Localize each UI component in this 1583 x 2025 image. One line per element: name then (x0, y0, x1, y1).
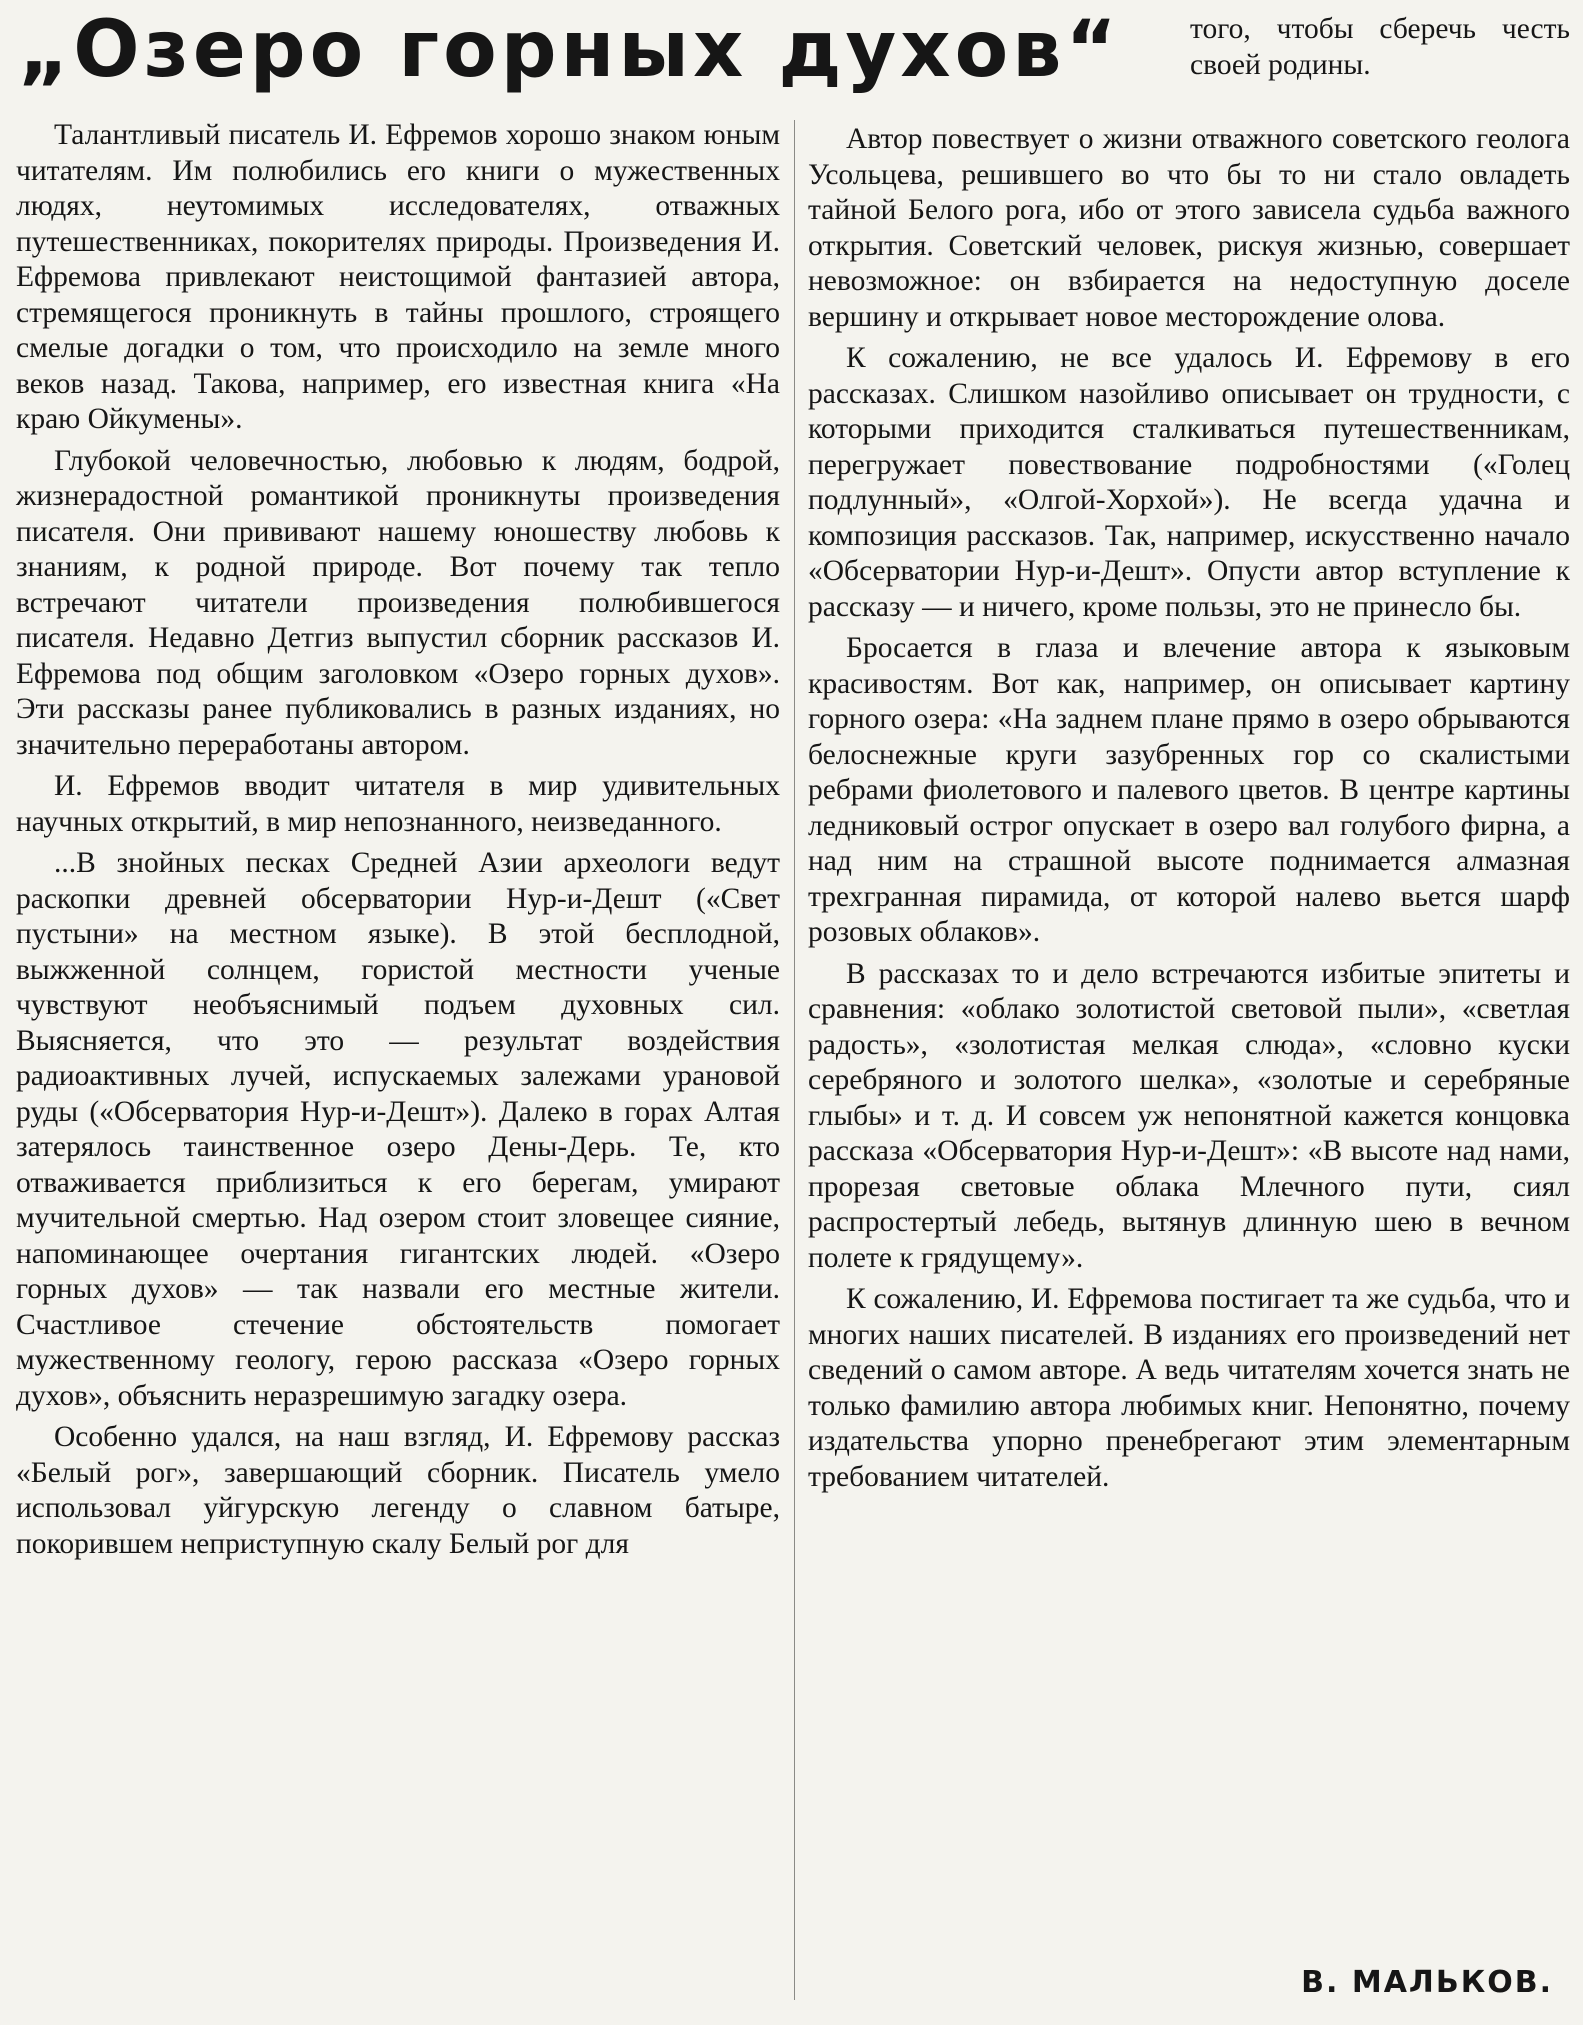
paragraph: Глубокой человечностью, любовью к людям, бодрой, жизнерадостной романтикой проникнуты произведения писателя. Они прививают нашему юношеству любовь к знаниям, к родной природе. Вот почему так тепло встречают читатели произведения полюбившегося писателя. Недавно Детгиз выпустил сборник рассказов И. Ефремова под общим заголовком «Озеро горных духов». Эти рассказы ранее публиковались в разных изданиях, но значительно переработаны автором. (16, 444, 780, 761)
column-1 (16, 118, 780, 1562)
paragraph: Талантливый писатель И. Ефремов хорошо знаком юным читателям. Им полюбились его книги о мужественных людях, неутомимых исследователях, отважных путешественниках, покорителях природы. Произведения И. Ефремова привлекают неистощимой фантазией автора, стремящегося проникнуть в тайны прошлого, строящего смелые догадки о том, что происходило на земле много веков назад. Такова, например, его известная книга «На краю Ойкумены». (16, 119, 780, 435)
column-2-top (1190, 12, 1570, 83)
column-divider (794, 120, 795, 2000)
paragraph: того, чтобы сберечь честь своей родины. (1190, 13, 1570, 81)
paragraph: И. Ефремов вводит читателя в мир удивительных научных открытий, в мир непознанного, неизведанного. (16, 770, 780, 838)
paragraph: К сожалению, И. Ефремова постигает та же судьба, что и многих наших писателей. В изданиях его произведений нет сведений о самом авторе. А ведь читателям хочется знать не только фамилию автора любимых книг. Непонятно, почему издательства упорно пренебрегают этим элементарным требованием читателей. (808, 1283, 1570, 1493)
paragraph: В рассказах то и дело встречаются избитые эпитеты и сравнения: «облако золотистой световой пыли», «светлая радость», «золотистая мелкая слюда», «словно куски серебряного и золотого шелка», «золотые и серебряные глыбы» и т. д. И совсем уж непонятной кажется концовка рассказа «Обсерватория Нур-и-Дешт»: «В высоте над нами, прорезая световые облака Млечного пути, сиял распростертый лебедь, вытянув длинную шею в вечном полете к грядущему». (808, 957, 1570, 1274)
paragraph: ...В знойных песках Средней Азии археологи ведут раскопки древней обсерватории Нур-и-Дешт («Свет пустыни» на местном языке). В этой бесплодной, выжженной солнцем, гористой местности ученые чувствуют необъяснимый подъем духовных сил. Выясняется, что это — результат воздействия радиоактивных лучей, испускаемых залежами урановой руды («Обсерватория Нур-и-Дешт»). Далеко в горах Алтая затерялось таинственное озеро Дены-Дерь. Те, кто отваживается приблизиться к его берегам, умирают мучительной смертью. Над озером стоит зловещее сияние, напоминающее очертания гигантских людей. «Озеро горных духов» — так назвали его местные жители. Счастливое стечение обстоятельств помогает мужественному геологу, герою рассказа «Озеро горных духов», объяснить неразрешимую загадку озера. (16, 847, 780, 1412)
paragraph: Бросается в глаза и влечение автора к языковым красивостям. Вот как, например, он описывает картину горного озера: «На заднем плане прямо в озеро обрываются белоснежные круги зазубренных гор со скалистыми ребрами фиолетового и палевого цветов. В центре картины ледниковый острог опускает в озеро вал голубого фирна, а над ним на страшной высоте поднимается алмазная трехгранная пирамида, от которой налево вьется шарф розовых облаков». (808, 632, 1570, 948)
column-2 (808, 122, 1570, 1495)
author-signature: В. МАЛЬКОВ. (1301, 1965, 1553, 2000)
article-title: „Озеро горных духов“ (18, 5, 1121, 95)
paragraph: Особенно удался, на наш взгляд, И. Ефремову рассказ «Белый рог», завершающий сборник. Писатель умело использовал уйгурскую легенду о славном батыре, покорившем неприступную скалу Белый рог для (16, 1421, 780, 1560)
paragraph: К сожалению, не все удалось И. Ефремову в его рассказах. Слишком назойливо описывает он трудности, с которыми приходится сталкиваться путешественникам, перегружает повествование подробностями («Голец подлунный», «Олгой-Хорхой»). Не всегда удачна и композиция рассказов. Так, например, искусственно начало «Обсерватории Нур-и-Дешт». Опусти автор вступление к рассказу — и ничего, кроме пользы, это не принесло бы. (808, 342, 1570, 623)
paragraph: Автор повествует о жизни отважного советского геолога Усольцева, решившего во что бы то ни стало овладеть тайной Белого рога, ибо от этого зависела судьба важного открытия. Советский человек, рискуя жизнью, совершает невозможное: он взбирается на недоступную доселе вершину и открывает новое месторождение олова. (808, 123, 1570, 333)
